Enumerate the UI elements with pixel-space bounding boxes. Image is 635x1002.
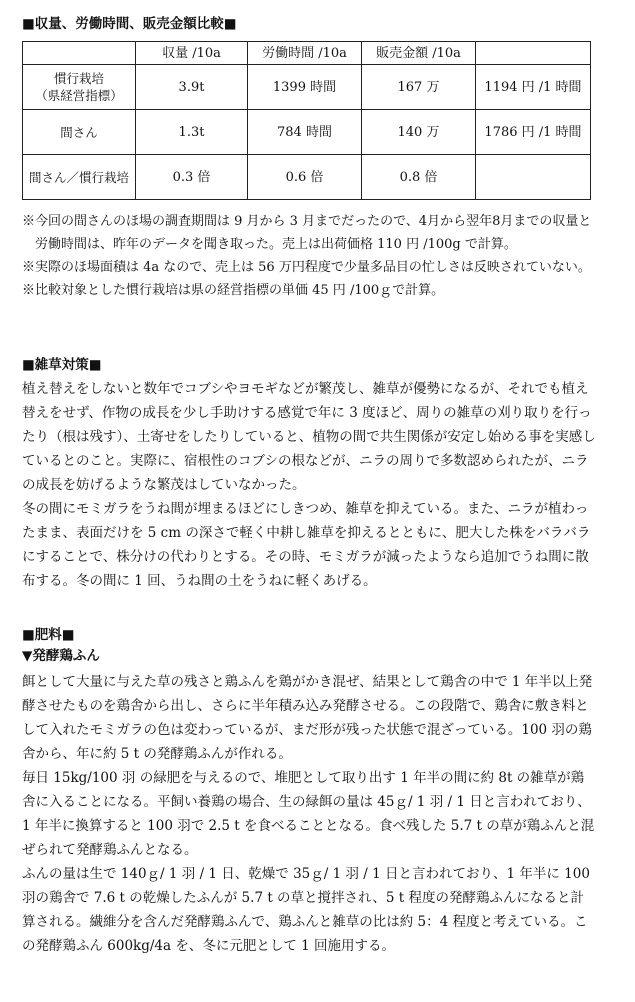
table-cell: 0.8 倍 [362, 155, 476, 200]
table-header-cell: 収量 /10a [136, 42, 248, 65]
paragraph: 餌として大量に与えた草の残さと鶏ふんを鶏がかき混ぜ、結果として鶏舎の中で 1 年半以上発酵させたものを鶏舎から出し、さらに半年積み込み発酵させる。この段階で、鶏舎に敷き料として入れたモミガラの色は変わっているが、まだ形が残った状態で混ざっている。100 羽の鶏舎から、年に約 5 t の発酵鶏ふんが作れる。 [22, 674, 593, 762]
weed-section-body [22, 377, 597, 593]
note-item: ※実際のほ場面積は 4a なので、売上は 56 万円程度で少量多品目の忙しさは反映されていない。 [22, 260, 591, 275]
table-header-cell [476, 42, 591, 65]
paragraph: 冬の間にモミガラをうね間が埋まるほどにしきつめ、雑草を抑えている。また、ニラが植わったまま、表面だけを 5 cm の深さで軽く中耕し雑草を抑えるとともに、肥大した株をバラバラにすることで、株分けの代わりとする。その時、モミガラが減ったようなら追加でうね間に散布する。冬の間に 1 回、うね間の土をうねに軽くあげる。 [22, 501, 591, 589]
table-row-label: 慣行栽培 （県経営指標） [23, 65, 136, 110]
table-notes [22, 210, 597, 302]
note-item: ※比較対象とした慣行栽培は県の経営指標の単価 45 円 /100ｇで計算。 [22, 283, 445, 298]
table-cell: 784 時間 [248, 110, 362, 155]
table-header-row [23, 42, 591, 65]
table-cell [476, 155, 591, 200]
paragraph: 毎日 15kg/100 羽 の緑肥を与えるので、堆肥として取り出す 1 年半の間に約 8t の雑草が鶏舎に入ることになる。平飼い養鶏の場合、生の緑餌の量は 45ｇ/ 1 羽 / 1 日と言われており、1 年半に換算すると 100 羽で 2.5 t を食べることとなる。食べ残した 5.7 t の草が鶏ふんと混ぜられて発酵鶏ふんとなる。 [22, 770, 595, 858]
table-row-label: 間さん／慣行栽培 [23, 155, 136, 200]
table-cell: 3.9t [136, 65, 248, 110]
comparison-table [22, 41, 591, 200]
table-header-cell [23, 42, 136, 65]
table-cell: 1194 円 /1 時間 [476, 65, 591, 110]
table-row [23, 110, 591, 155]
table-cell: 0.6 倍 [248, 155, 362, 200]
table-cell: 1399 時間 [248, 65, 362, 110]
table-header-cell: 労働時間 /10a [248, 42, 362, 65]
table-cell: 0.3 倍 [136, 155, 248, 200]
fertilizer-section-body [22, 670, 597, 958]
note-item: ※今回の間さんのほ場の調査期間は 9 月から 3 月までだったので、4月から翌年8月までの収量と労働時間は、昨年のデータを聞き取った。売上は出荷価格 110 円 /100g で計算。 [22, 214, 592, 252]
paragraph: ふんの量は生で 140ｇ/ 1 羽 / 1 日、乾燥で 35ｇ/ 1 羽 / 1 日と言われており、1 年半に 100 羽の鶏舎で 7.6 t の乾燥したふんが 5.7 t の草と撹拌され、5 t 程度の発酵鶏ふんになると計算される。繊維分を含んだ発酵鶏ふんで、鶏ふんと雑草の比は約 5：4 程度と考えている。この発酵鶏ふん 600kg/4a を、冬に元肥として 1 回施用する。 [22, 866, 590, 954]
table-row [23, 155, 591, 200]
weed-heading: ■雑草対策■ [22, 357, 102, 373]
paragraph: 植え替えをしないと数年でコブシやヨモギなどが繁茂し、雑草が優勢になるが、それでも植え替えをせず、作物の成長を少し手助けする感覚で年に 3 度ほど、周りの雑草の刈り取りを行ったり（根は残す）、土寄せをしたりしていると、植物の間で共生関係が安定し始める事を実感しているとのこと。実際に、宿根性のコブシの根などが、ニラの周りで多数認められたが、ニラの成長を妨げるような繁茂はしていなかった。 [22, 381, 596, 493]
table-cell: 140 万 [362, 110, 476, 155]
table-row [23, 65, 591, 110]
table-cell: 167 万 [362, 65, 476, 110]
table-cell: 1786 円 /1 時間 [476, 110, 591, 155]
table-header-cell: 販売金額 /10a [362, 42, 476, 65]
fertilizer-subheading: ▼発酵鶏ふん [22, 648, 100, 664]
comparison-heading: ■収量、労働時間、販売金額比較■ [22, 16, 237, 32]
table-row-label: 間さん [23, 110, 136, 155]
table-cell: 1.3t [136, 110, 248, 155]
fertilizer-heading: ■肥料■ [22, 627, 75, 643]
